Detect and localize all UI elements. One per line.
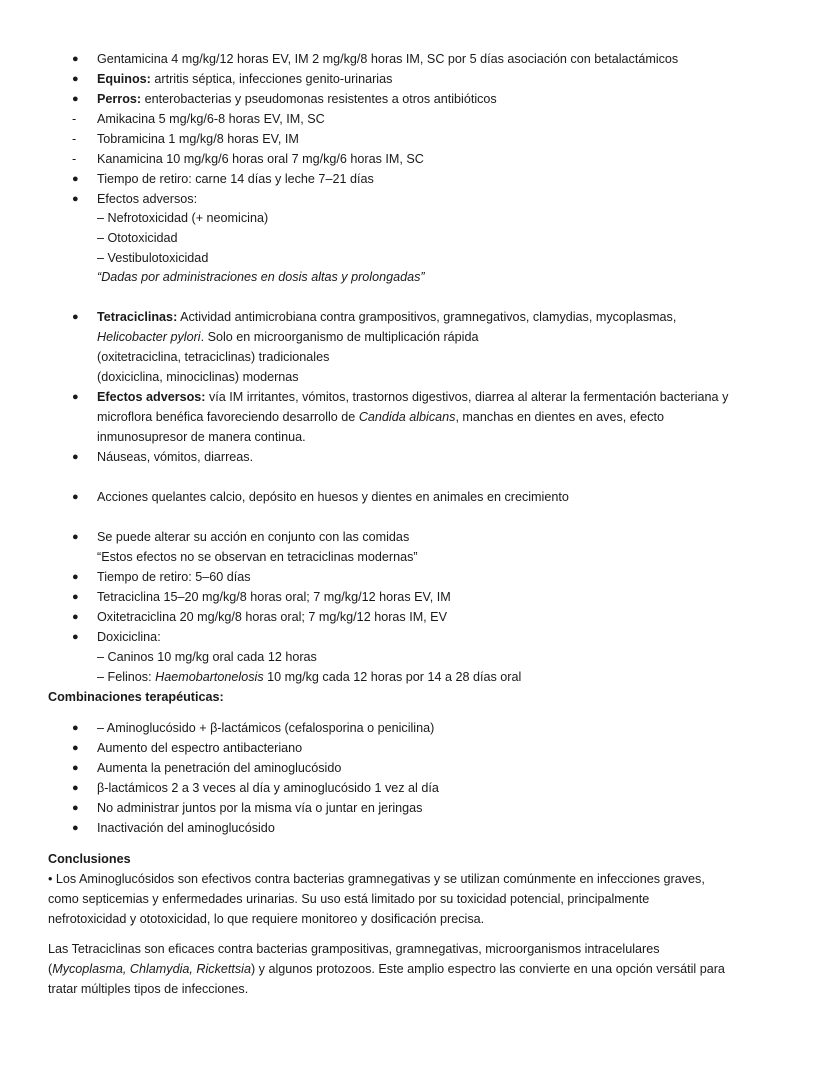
comb-item: β-lactámicos 2 a 3 veces al día y aminoglucósido 1 vez al día	[97, 781, 439, 795]
oxitetra-dosis-text: Oxitetraciclina 20 mg/kg/8 horas oral; 7 mg/kg/12 horas IM, EV	[97, 610, 447, 624]
concl-p2-line: tratar múltiples tipos de infecciones.	[48, 982, 249, 996]
tobramicina-text: Tobramicina 1 mg/kg/8 horas EV, IM	[97, 132, 299, 146]
bullet-icon: ●	[72, 782, 79, 794]
felinos-a: – Felinos:	[97, 670, 156, 684]
efectos-text	[97, 387, 728, 407]
felinos-b: 10 mg/kg cada 12 horas por 14 a 28 días oral	[263, 670, 522, 684]
dash-icon: -	[72, 112, 77, 126]
bullet-icon: ●	[72, 451, 79, 463]
combinaciones-heading: Combinaciones terapéuticas:	[48, 690, 224, 704]
bullet-icon: ●	[72, 822, 79, 834]
modernas-text: (doxiciclina, minociclinas) modernas	[97, 370, 299, 384]
comb-item: No administrar juntos por la misma vía o juntar en jeringas	[97, 801, 423, 815]
bullet-icon: ●	[72, 93, 79, 105]
haemo-species: Haemobartonelosis	[155, 670, 264, 684]
concl-p2-open: (	[48, 962, 53, 976]
microflora-rest: , manchas en dientes en aves, efecto	[455, 410, 665, 424]
vesti-text: – Vestibulotoxicidad	[97, 251, 209, 265]
bullet-icon: ●	[72, 722, 79, 734]
equinos-label: Equinos:	[97, 72, 151, 86]
bullet-icon: ●	[72, 571, 79, 583]
retiro-amino-text: Tiempo de retiro: carne 14 días y leche 7–21 días	[97, 172, 374, 186]
tetra-desc: Actividad antimicrobiana contra grampositivos, gramnegativos, clamydias, mycoplasmas,	[177, 310, 677, 324]
perros-desc: enterobacterias y pseudomonas resistentes a otros antibióticos	[141, 92, 497, 106]
helico-rest: . Solo en microorganismo de multiplicación rápida	[200, 330, 479, 344]
efectos-adversos-heading: Efectos adversos:	[97, 192, 198, 206]
concl-p2-line	[48, 959, 725, 979]
concl-p2-rest: ) y algunos protozoos. Este amplio espectro las convierte en una opción versátil para	[250, 962, 725, 976]
doxi-text: Doxiciclina:	[97, 630, 161, 644]
bullet-icon: ●	[72, 802, 79, 814]
retiro-tetra-text: Tiempo de retiro: 5–60 días	[97, 570, 251, 584]
equinos-text	[97, 69, 392, 89]
bullet-icon: ●	[72, 173, 79, 185]
bullet-icon: ●	[72, 611, 79, 623]
concl-p2-line: Las Tetraciclinas son eficaces contra bacterias grampositivas, gramnegativas, microorganismos intracelulares	[48, 942, 660, 956]
tetraciclina-dosis-text: Tetraciclina 15–20 mg/kg/8 horas oral; 7 mg/kg/12 horas EV, IM	[97, 590, 451, 604]
alterar-text: Se puede alterar su acción en conjunto con las comidas	[97, 530, 410, 544]
bullet-icon: ●	[72, 391, 79, 403]
bullet-icon: ●	[72, 491, 79, 503]
nefro-text: – Nefrotoxicidad (+ neomicina)	[97, 211, 269, 225]
bullet-icon: ●	[72, 311, 79, 323]
comb-item: Aumenta la penetración del aminoglucósido	[97, 761, 342, 775]
felinos-line	[97, 667, 521, 687]
bullet-icon: ●	[72, 73, 79, 85]
oto-text: – Ototoxicidad	[97, 231, 178, 245]
tetra-text	[97, 307, 676, 327]
tetra-label: Tetraciclinas:	[97, 310, 178, 324]
estos-text: “Estos efectos no se observan en tetraciclinas modernas”	[97, 550, 418, 564]
amikacina-text: Amikacina 5 mg/kg/6-8 horas EV, IM, SC	[97, 112, 325, 126]
perros-text	[97, 89, 497, 109]
tradicionales-text: (oxitetraciclina, tetraciclinas) tradicionales	[97, 350, 330, 364]
helico-species: Helicobacter pylori	[97, 330, 201, 344]
bullet-icon: ●	[72, 193, 79, 205]
microflora-text: microflora benéfica favoreciendo desarrollo de	[97, 410, 359, 424]
conclusiones-heading: Conclusiones	[48, 852, 131, 866]
efectos-label: Efectos adversos:	[97, 390, 206, 404]
comb-item: Aumento del espectro antibacteriano	[97, 741, 303, 755]
bullet-icon: ●	[72, 591, 79, 603]
bullet-icon: ●	[72, 53, 79, 65]
perros-label: Perros:	[97, 92, 142, 106]
bullet-icon: ●	[72, 762, 79, 774]
gentamicina-text: Gentamicina 4 mg/kg/12 horas EV, IM 2 mg/kg/8 horas IM, SC por 5 días asociación con betalactámicos	[97, 52, 679, 66]
concl-p1-line: nefrotoxicidad y ototoxicidad, lo que requiere monitoreo y dosificación precisa.	[48, 912, 485, 926]
efectos-desc: vía IM irritantes, vómitos, trastornos digestivos, diarrea al alterar la fermentación bacteriana y	[205, 390, 729, 404]
bullet-icon: ●	[72, 531, 79, 543]
comb-item: – Aminoglucósido + β-lactámicos (cefalosporina o penicilina)	[97, 721, 435, 735]
dash-icon: -	[72, 152, 77, 166]
concl-p1-line: como septicemias y enfermedades urinarias. Su uso está limitado por su toxicidad potencial, principalmente	[48, 892, 650, 906]
dadas-text: “Dadas por administraciones en dosis altas y prolongadas”	[97, 270, 425, 284]
microflora-line	[97, 407, 664, 427]
concl-p1-line: • Los Aminoglucósidos son efectivos contra bacterias gramnegativas y se utilizan comúnmente en infecciones graves,	[48, 872, 705, 886]
nauseas-text: Náuseas, vómitos, diarreas.	[97, 450, 254, 464]
quelantes-text: Acciones quelantes calcio, depósito en huesos y dientes en animales en crecimiento	[97, 490, 569, 504]
equinos-desc: artritis séptica, infecciones genito-urinarias	[150, 72, 393, 86]
concl-p2-species: Mycoplasma, Chlamydia, Rickettsia	[52, 962, 251, 976]
bullet-icon: ●	[72, 631, 79, 643]
kanamicina-text: Kanamicina 10 mg/kg/6 horas oral 7 mg/kg/6 horas IM, SC	[97, 152, 424, 166]
candida-species: Candida albicans	[358, 410, 456, 424]
bullet-icon: ●	[72, 742, 79, 754]
inmuno-text: inmunosupresor de manera continua.	[97, 430, 306, 444]
comb-item: Inactivación del aminoglucósido	[97, 821, 275, 835]
caninos-text: – Caninos 10 mg/kg oral cada 12 horas	[97, 650, 317, 664]
dash-icon: -	[72, 132, 77, 146]
helico-line	[97, 327, 479, 347]
